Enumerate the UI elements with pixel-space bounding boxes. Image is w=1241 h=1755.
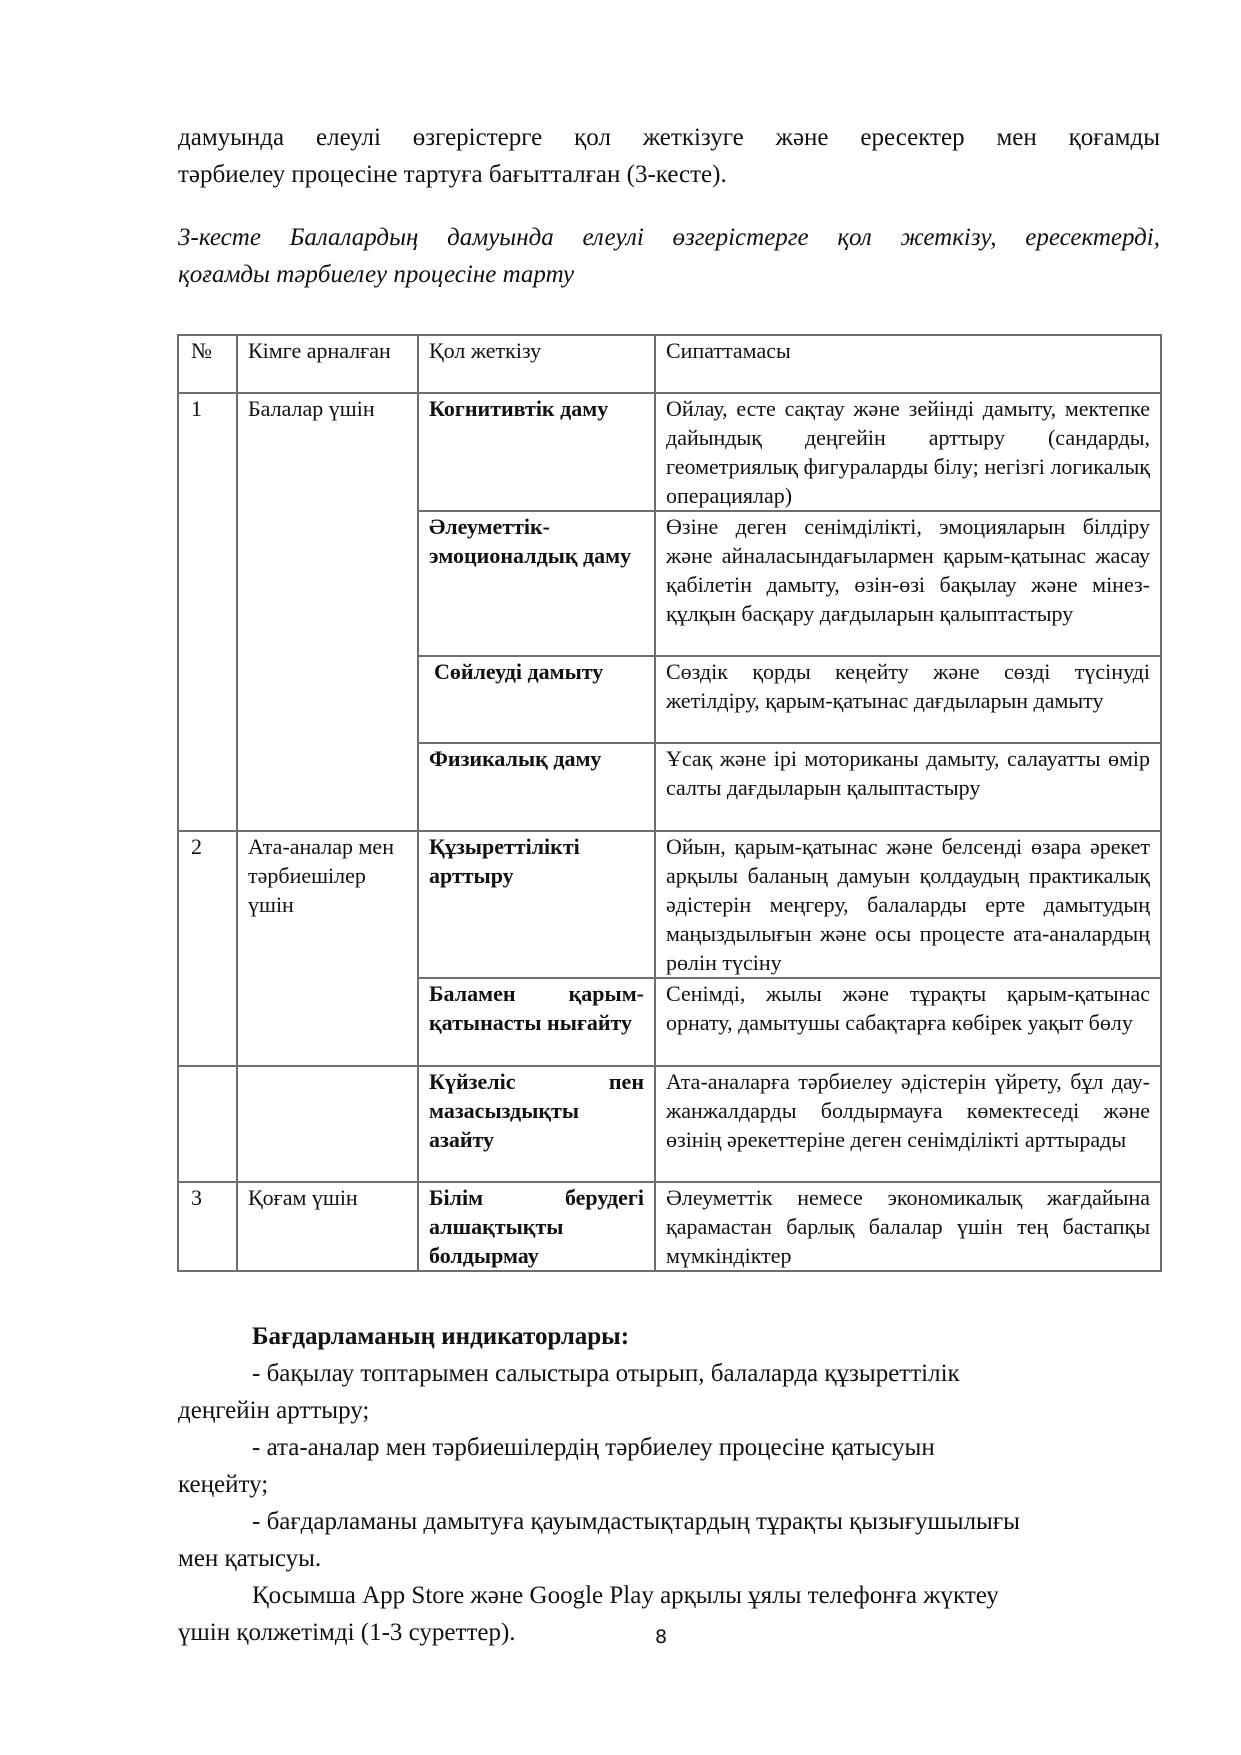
row-num: 2 [178,831,237,978]
row-num: 3 [178,1182,237,1271]
row-goal: Физикалық даму [418,743,655,831]
intro-line-1: дамуында елеулі өзгерістерге қол жеткізуге және ересектер мен қоғамды [178,124,1160,151]
indicator-2-line-1: - ата-аналар мен тәрбиешілердің тәрбиелеу процесіне қатысуын [252,1434,935,1461]
indicators-list [178,1355,1160,1651]
indicator-3-line-1: - бағдарламаны дамытуға қауымдастықтардың тұрақты қызығушылығы [252,1508,1020,1535]
table-row [178,1182,1161,1271]
indicator-3-line-2: мен қатысуы. [178,1545,322,1572]
header-goal: Қол жеткізу [418,335,655,393]
row-target [237,511,418,656]
row-num [178,743,237,831]
row-num [178,978,237,1066]
caption-line-1: 3-кесте Балалардың дамуында елеулі өзгерістерге қол жеткізу, ересектерді, [178,224,1160,251]
row-goal: Әлеуметтік-эмоционалдық даму [418,511,655,656]
table-row [178,656,1161,743]
table-header-row [178,335,1161,393]
table-row [178,511,1161,656]
table-row [178,978,1161,1066]
table-row [178,743,1161,831]
header-num: № [178,335,237,393]
row-goal: Баламен қарым-қатынасты нығайту [418,978,655,1066]
intro-line-2: тәрбиелеу процесіне тартуға бағытталған (3-кесте). [178,161,727,188]
app-availability-line-1: Қосымша App Store және Google Play арқылы ұялы телефонға жүктеу [252,1582,999,1609]
row-description: Сенімді, жылы және тұрақты қарым-қатынас орнату, дамытушы сабақтарға көбірек уақыт бөлу [655,978,1161,1066]
intro-paragraph [178,119,1160,193]
row-target: Балалар үшін [237,393,418,511]
row-description: Сөздік қорды кеңейту және сөзді түсінуді жетілдіру, қарым-қатынас дағдыларын дамыту [655,656,1161,743]
indicator-1-line-1: - бақылау топтарымен салыстыра отырып, балаларда құзыреттілік [252,1360,960,1387]
row-description: Ұсақ және ірі моториканы дамыту, салауатты өмір салты дағдыларын қалыптастыру [655,743,1161,831]
table-row [178,393,1161,511]
header-description: Сипаттамасы [655,335,1161,393]
row-num [178,656,237,743]
row-goal: Күйзеліс пен мазасыздықты азайту [418,1066,655,1182]
row-goal: Құзыреттілікті арттыру [418,831,655,978]
row-goal: Сөйлеуді дамыту [418,656,655,743]
indicators-heading: Бағдарламаның индикаторлары: [252,1323,630,1350]
caption-line-2: қоғамды тәрбиелеу процесіне тарту [178,261,575,288]
row-num: 1 [178,393,237,511]
row-description: Әлеуметтік немесе экономикалық жағдайына қарамастан барлық балалар үшін тең бастапқы мүмкіндіктер [655,1182,1161,1271]
header-target: Кімге арналған [237,335,418,393]
row-target [237,743,418,831]
table-caption [178,219,1160,293]
row-target: Қоғам үшін [237,1182,418,1271]
row-description: Ата-аналарға тәрбиелеу әдістерін үйрету, бұл дау-жанжалдарды болдырмауға көмектеседі және өзінің әрекеттеріне деген сенімділікті арттырады [655,1066,1161,1182]
row-target [237,978,418,1066]
indicator-1-line-2: деңгейін арттыру; [178,1397,370,1424]
access-table [177,334,1162,1272]
row-target: Ата-аналар мен тәрбиешілер үшін [237,831,418,978]
table-row [178,831,1161,978]
row-num [178,1066,237,1182]
row-target [237,1066,418,1182]
row-goal: Білім берудегі алшақтықты болдырмау [418,1182,655,1271]
row-description: Ойын, қарым-қатынас және белсенді өзара әрекет арқылы баланың дамуын қолдаудың практикалық әдістерін меңгеру, балаларды ерте дамытудың маңыздылығын және осы процесте ата-аналардың рөлін түсіну [655,831,1161,978]
row-target [237,656,418,743]
row-description: Ойлау, есте сақтау және зейінді дамыту, мектепке дайындық деңгейін арттыру (сандарды, геометриялық фигураларды білу; негізгі логикалық операциялар) [655,393,1161,511]
page-number: 8 [655,1626,668,1648]
table-row [178,1066,1161,1182]
row-goal: Когнитивтік даму [418,393,655,511]
app-availability-line-2: үшін қолжетімді (1-3 суреттер). [178,1619,516,1646]
indicator-2-line-2: кеңейту; [178,1471,269,1498]
row-description: Өзіне деген сенімділікті, эмоцияларын білдіру және айналасындағылармен қарым-қатынас жасау қабілетін дамыту, өзін-өзі бақылау және мінез-құлқын басқару дағдыларын қалыптастыру [655,511,1161,656]
row-num [178,511,237,656]
